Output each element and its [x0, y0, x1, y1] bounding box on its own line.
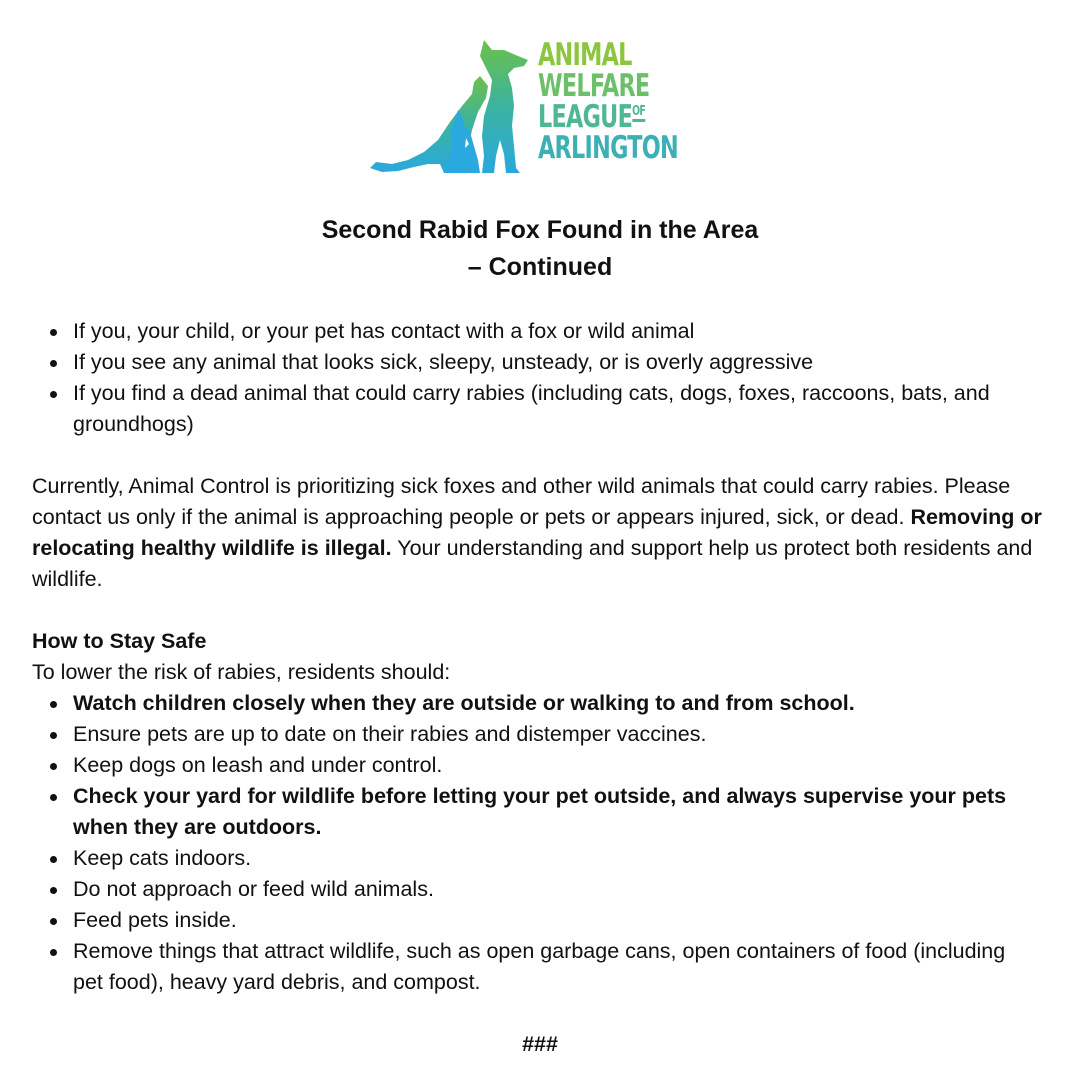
end-mark: ###: [522, 1032, 558, 1056]
awla-logo: [368, 36, 678, 178]
paragraph-text-end: Your understanding and support help us protect both residents and wildlife.: [32, 536, 1033, 591]
section-heading: How to Stay Safe: [32, 629, 207, 653]
list-item: Remove things that attract wildlife, such as open garbage cans, open containers of food (including pet food), heavy yard debris, and compost.: [32, 936, 1032, 998]
list-item: Keep dogs on leash and under control.: [32, 750, 1032, 781]
dog-cat-rabbit-silhouette-icon: [368, 36, 538, 178]
logo-line-1: ANIMAL: [538, 37, 632, 73]
list-item: Ensure pets are up to date on their rabies and distemper vaccines.: [32, 719, 1032, 750]
contact-list: [32, 316, 1032, 440]
list-item: If you, your child, or your pet has contact with a fox or wild animal: [32, 316, 1032, 347]
paragraph-bold-text: Removing or relocating healthy wildlife is illegal.: [32, 505, 1042, 560]
page-title: [0, 212, 1080, 286]
title-line-1: Second Rabid Fox Found in the Area: [321, 216, 759, 244]
safety-list: [32, 688, 1032, 998]
logo-wordmark: [538, 37, 678, 166]
paragraph-text: Currently, Animal Control is prioritizing sick foxes and other wild animals that could carry rabies. Please contact us only if the animal is approaching people or pets or appears injured, sick, or dead.: [32, 474, 1011, 529]
logo-of: OF: [632, 105, 645, 122]
list-item: Do not approach or feed wild animals.: [32, 874, 1032, 905]
list-item: If you see any animal that looks sick, sleepy, unsteady, or is overly aggressive: [32, 347, 1032, 378]
list-item: If you find a dead animal that could carry rabies (including cats, dogs, foxes, raccoons, bats, and groundhogs): [32, 378, 1032, 440]
list-item: Watch children closely when they are outside or walking to and from school.: [32, 688, 1032, 719]
section-intro: To lower the risk of rabies, residents should:: [32, 660, 451, 684]
animal-control-paragraph: [32, 471, 1052, 595]
logo-league: LEAGUE: [538, 99, 633, 135]
logo-line-3: [538, 99, 646, 135]
list-item: Keep cats indoors.: [32, 843, 1032, 874]
list-item: Feed pets inside.: [32, 905, 1032, 936]
list-item: Check your yard for wildlife before letting your pet outside, and always supervise your pets when they are outdoors.: [32, 781, 1032, 843]
title-line-2: – Continued: [467, 253, 613, 281]
logo-line-2: WELFARE: [538, 68, 650, 104]
logo-line-4: ARLINGTON: [538, 130, 678, 166]
